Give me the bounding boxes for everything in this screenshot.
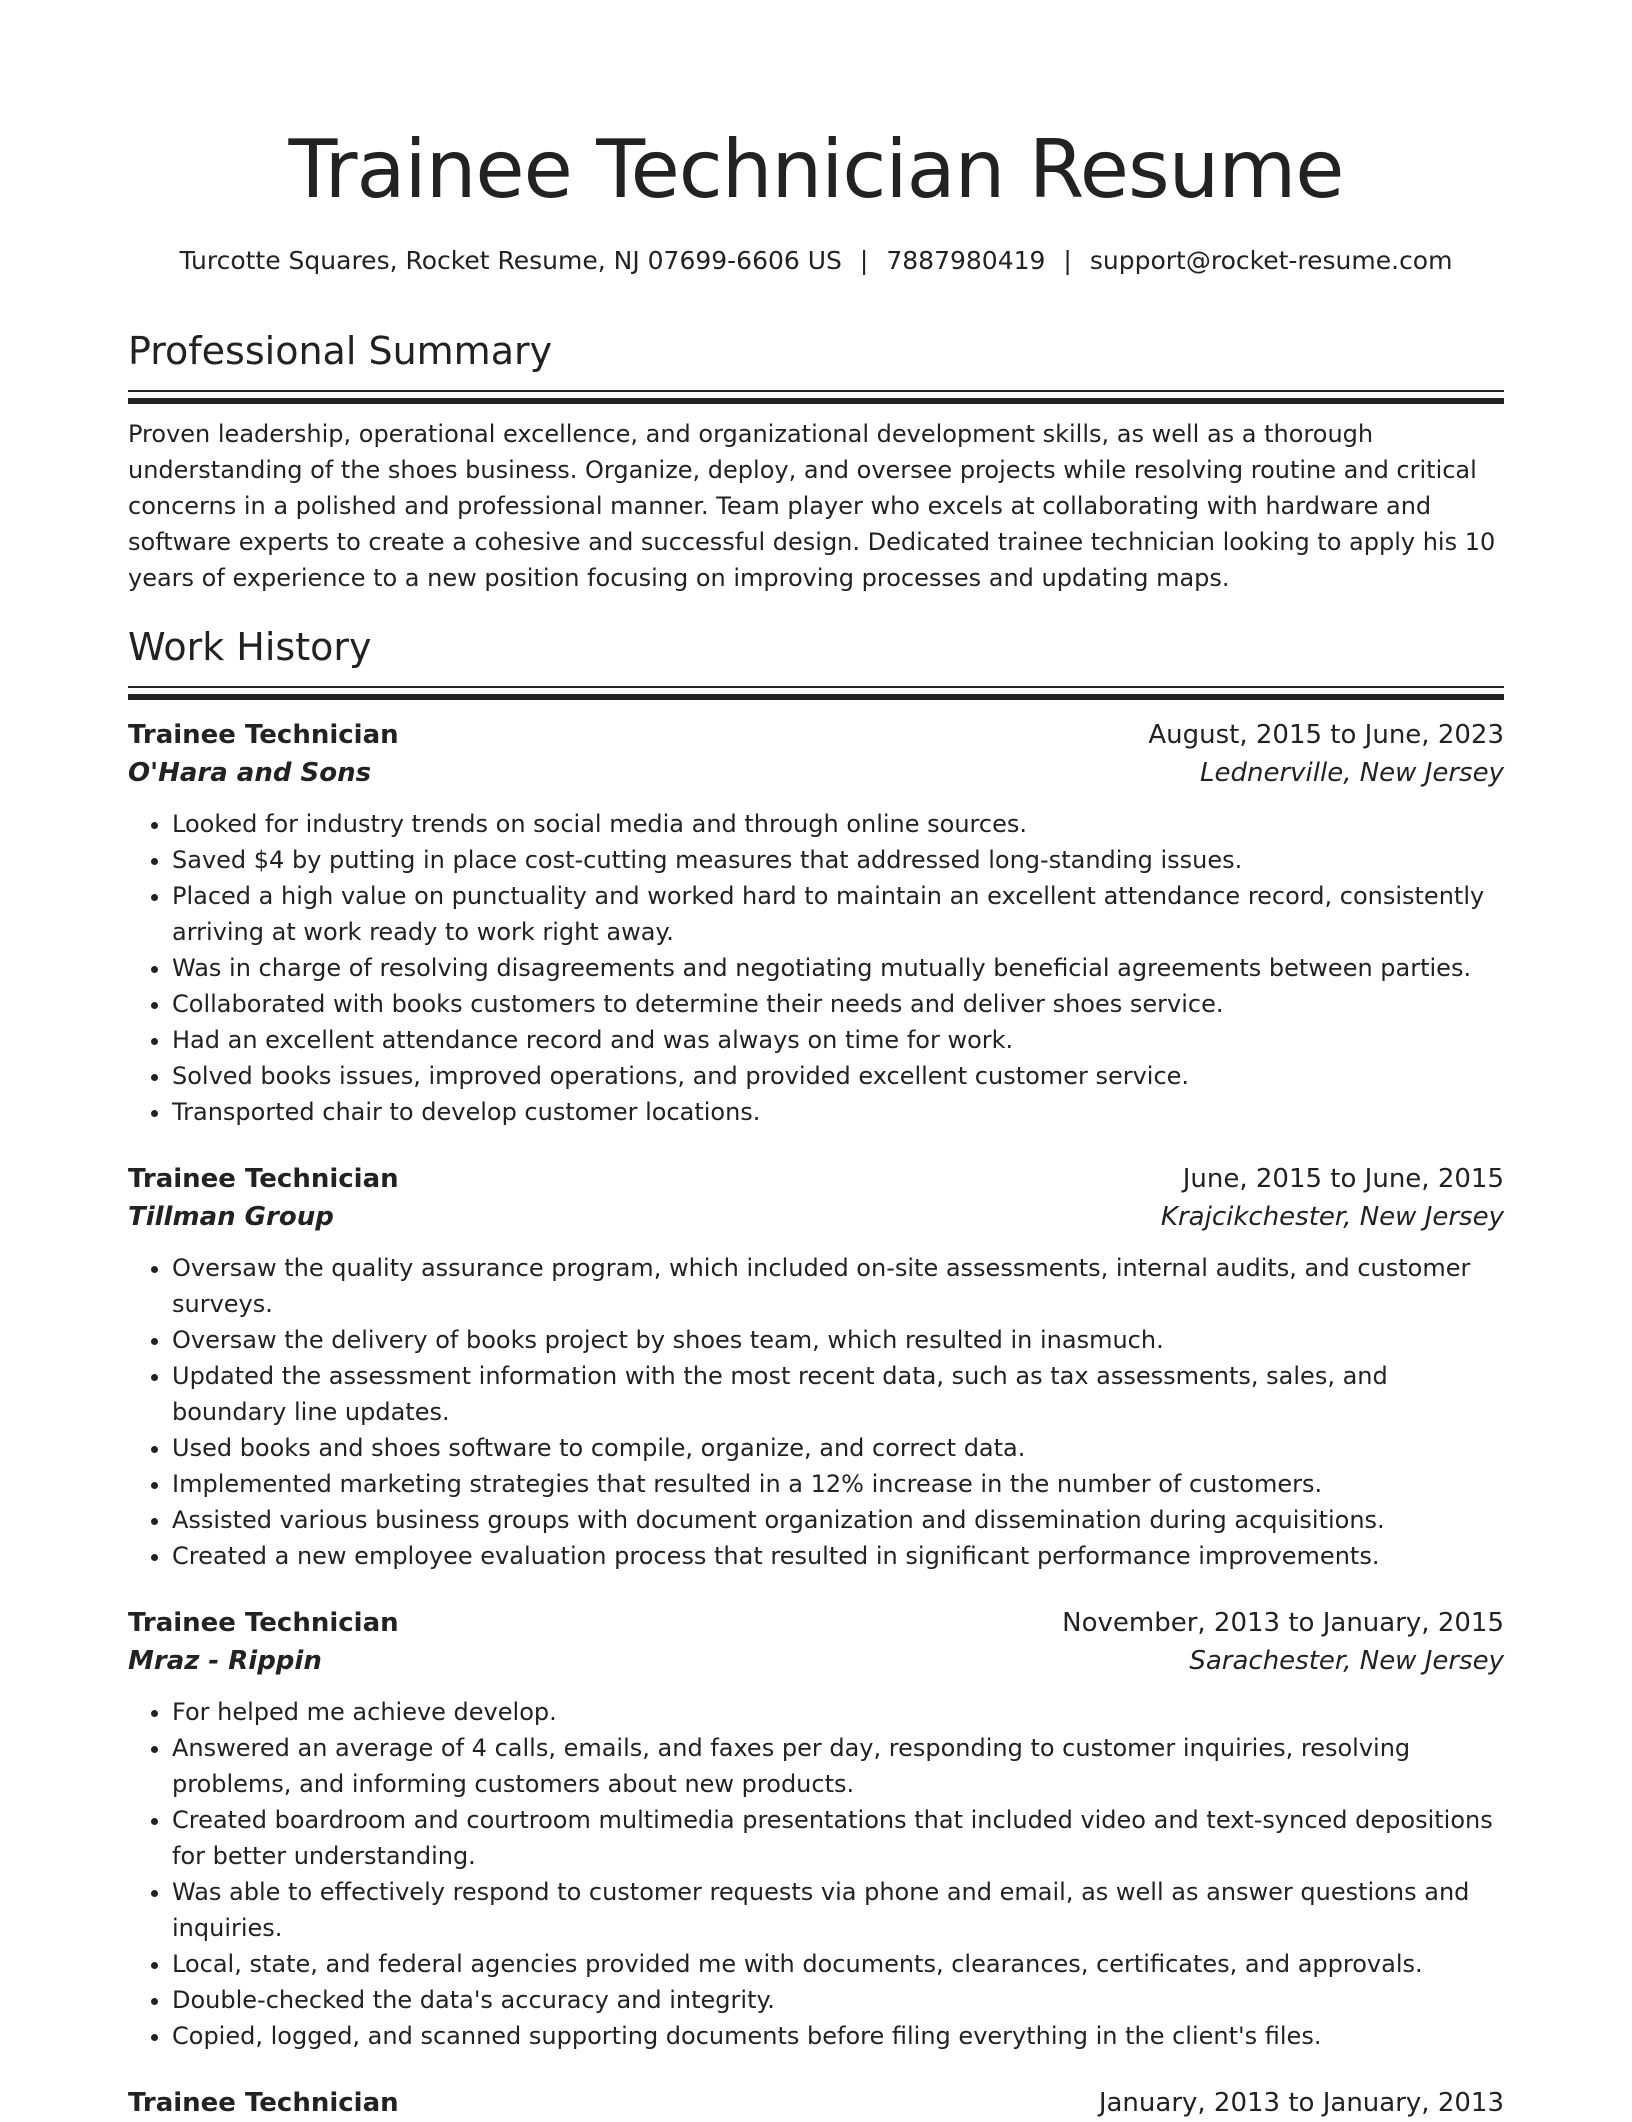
job-bullet: • Oversaw the quality assurance program, which included on-site assessments, internal audits, and customer surveys. [172, 1250, 1504, 1322]
job-bullet: • Used books and shoes software to compile, organize, and correct data. [172, 1430, 1504, 1466]
job-bullet: • Local, state, and federal agencies provided me with documents, clearances, certificates, and approvals. [172, 1946, 1504, 1982]
job-bullet: • Copied, logged, and scanned supporting documents before filing everything in the client's files. [172, 2018, 1504, 2054]
job-title: Trainee Technician [128, 2088, 399, 2118]
job-entry [128, 2084, 1504, 2122]
job-company: O'Hara and Sons [128, 758, 372, 788]
work-history-section [128, 622, 1504, 2122]
job-company: Mraz - Rippin [128, 1646, 322, 1676]
job-title: Trainee Technician [128, 1608, 399, 1638]
job-header-row [128, 2084, 1504, 2122]
job-bullet: • Assisted various business groups with document organization and dissemination during acquisitions. [172, 1502, 1504, 1538]
section-heading-summary: Professional Summary [128, 329, 553, 373]
job-bullet: • Implemented marketing strategies that resulted in a 12% increase in the number of customers. [172, 1466, 1504, 1502]
job-location: Sarachester, New Jersey [1189, 1646, 1504, 1676]
job-bullet: • Saved $4 by putting in place cost-cutting measures that addressed long-standing issues. [172, 842, 1504, 878]
contact-separator: | [1063, 246, 1072, 275]
resume-title: Trainee Technician Resume [288, 123, 1344, 216]
job-bullet: • Created a new employee evaluation process that resulted in significant performance improvements. [172, 1538, 1504, 1574]
contact-phone: 7887980419 [886, 246, 1046, 275]
summary-text: Proven leadership, operational excellence, and organizational development skills, as well as a thorough understanding of the shoes business. Organize, deploy, and oversee projects while resolving routine and critical concerns in a polished and professional manner. Team player who excels at collaborating with hardware and software experts to create a cohesive and successful design. Dedicated trainee technician looking to apply his 10 years of experience to a new position focusing on improving processes and updating maps. [128, 420, 1496, 592]
resume-page [128, 0, 1504, 2122]
section-divider [128, 686, 1504, 702]
job-dates: November, 2013 to January, 2015 [1062, 1608, 1504, 1638]
job-location: Lednerville, New Jersey [1200, 758, 1504, 788]
job-dates: June, 2015 to June, 2015 [1182, 1164, 1504, 1194]
job-bullet: • Transported chair to develop customer locations. [172, 1094, 1504, 1130]
job-company-row [128, 754, 1504, 792]
job-bullet-list [128, 1694, 1504, 2054]
job-title: Trainee Technician [128, 720, 399, 750]
job-company-row [128, 1642, 1504, 1680]
job-bullet: • Updated the assessment information with the most recent data, such as tax assessments, sales, and boundary line updates. [172, 1358, 1504, 1430]
job-dates: August, 2015 to June, 2023 [1148, 720, 1504, 750]
job-bullet: • Double-checked the data's accuracy and integrity. [172, 1982, 1504, 2018]
contact-address: Turcotte Squares, Rocket Resume, NJ 07699-6606 US [179, 246, 842, 275]
job-bullet-list [128, 1250, 1504, 1574]
job-bullet: • For helped me achieve develop. [172, 1694, 1504, 1730]
job-bullet: • Looked for industry trends on social media and through online sources. [172, 806, 1504, 842]
job-header-row [128, 1160, 1504, 1198]
professional-summary-section [128, 326, 1504, 596]
contact-email: support@rocket-resume.com [1089, 246, 1453, 275]
job-entry [128, 1160, 1504, 1574]
job-company: Tillman Group [128, 1202, 334, 1232]
job-bullet: • Placed a high value on punctuality and worked hard to maintain an excellent attendance record, consistently arriving at work ready to work right away. [172, 878, 1504, 950]
job-bullet: • Oversaw the delivery of books project by shoes team, which resulted in inasmuch. [172, 1322, 1504, 1358]
section-heading-work-history: Work History [128, 625, 372, 669]
job-header-row [128, 1604, 1504, 1642]
job-company-row [128, 1198, 1504, 1236]
job-bullet: • Solved books issues, improved operations, and provided excellent customer service. [172, 1058, 1504, 1094]
job-entry [128, 716, 1504, 1130]
job-dates: January, 2013 to January, 2013 [1098, 2088, 1504, 2118]
job-bullet-list [128, 806, 1504, 1130]
job-title: Trainee Technician [128, 1164, 399, 1194]
job-bullet: • Was in charge of resolving disagreements and negotiating mutually beneficial agreements between parties. [172, 950, 1504, 986]
job-bullet: • Was able to effectively respond to customer requests via phone and email, as well as answer questions and inquiries. [172, 1874, 1504, 1946]
contact-separator: | [859, 246, 869, 275]
job-entry [128, 1604, 1504, 2054]
section-divider [128, 390, 1504, 406]
job-bullet: • Had an excellent attendance record and was always on time for work. [172, 1022, 1504, 1058]
job-location: Krajcikchester, New Jersey [1160, 1202, 1504, 1232]
job-bullet: • Answered an average of 4 calls, emails, and faxes per day, responding to customer inquiries, resolving problems, and informing customers about new products. [172, 1730, 1504, 1802]
job-header-row [128, 716, 1504, 754]
job-bullet: • Created boardroom and courtroom multimedia presentations that included video and text-synced depositions for better understanding. [172, 1802, 1504, 1874]
job-bullet: • Collaborated with books customers to determine their needs and deliver shoes service. [172, 986, 1504, 1022]
contact-line [128, 244, 1504, 278]
